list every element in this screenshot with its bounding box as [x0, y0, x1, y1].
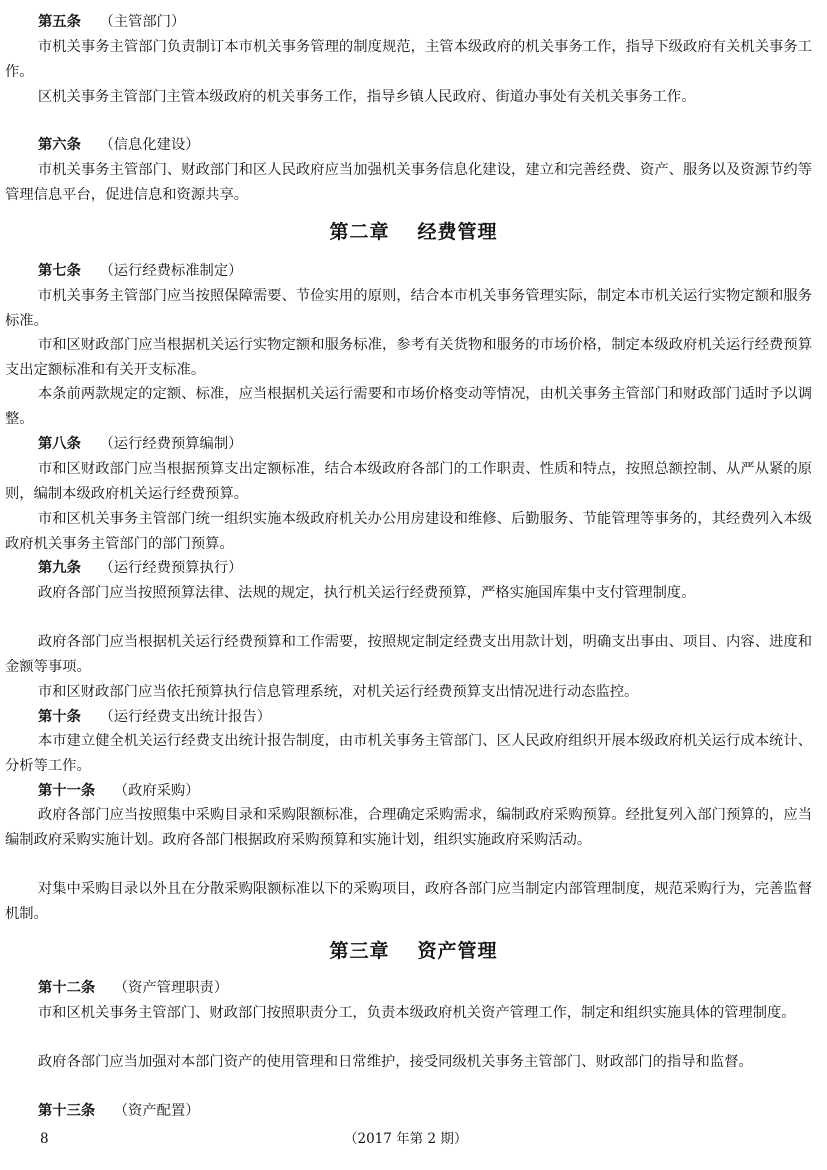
article-number: 第五条: [38, 14, 81, 30]
chapter-title: 资产管理: [417, 940, 498, 962]
body-paragraph: 政府各部门应当根据机关运行经费预算和工作需要，按照规定制定经费支出用款计划，明确支出事由、项目、内容、进度和金额等事项。: [5, 634, 812, 675]
article-title: （资产配置）: [113, 1103, 200, 1119]
article-heading: [5, 432, 827, 457]
body-paragraph: 市和区财政部门应当根据机关运行实物定额和服务标准，参考有关货物和服务的市场价格，制定本级政府机关运行经费预算支出定额标准和有关开支标准。: [5, 337, 812, 378]
article-title: （运行经费预算编制）: [99, 436, 243, 452]
article-heading: [5, 976, 827, 1001]
article-number: 第七条: [38, 263, 81, 279]
body-paragraph: 市和区机关事务主管部门、财政部门按照职责分工，负责本级政府机关资产管理工作，制定和组织实施具体的管理制度。: [37, 1005, 796, 1021]
body-paragraph: 本条前两款规定的定额、标准，应当根据机关运行需要和市场价格变动等情况，由机关事务主管部门和财政部门适时予以调整。: [5, 386, 812, 427]
body-paragraph: 政府各部门应当按照集中采购目录和采购限额标准，合理确定采购需求，编制政府采购预算。经批复列入部门预算的，应当编制政府采购实施计划。政府各部门根据政府采购预算和实施计划，组织实施政府采购活动。: [5, 807, 812, 848]
chapter-heading: [0, 218, 827, 246]
chapter-number: 第二章: [329, 221, 390, 243]
body-paragraph: 对集中采购目录以外且在分散采购限额标准以下的采购项目，政府各部门应当制定内部管理制度，规范采购行为，完善监督机制。: [5, 881, 812, 922]
article-heading: [5, 1099, 827, 1124]
article-number: 第十二条: [38, 980, 96, 996]
body-paragraph: 政府各部门应当加强对本部门资产的使用管理和日常维护，接受同级机关事务主管部门、财政部门的指导和监督。: [37, 1054, 753, 1070]
issue-label: （2017 年第 2 期）: [344, 1131, 468, 1147]
page-number: 8: [40, 1131, 49, 1147]
body-paragraph: 市机关事务主管部门应当按照保障需要、节俭实用的原则，结合本市机关事务管理实际，制定本市机关运行实物定额和服务标准。: [5, 288, 812, 329]
article-number: 第九条: [38, 560, 81, 576]
article-number: 第十一条: [38, 783, 96, 799]
body-paragraph: 本市建立健全机关运行经费支出统计报告制度，由市机关事务主管部门、区人民政府组织开展本级政府机关运行成本统计、分析等工作。: [5, 733, 812, 774]
body-paragraph: 区机关事务主管部门主管本级政府的机关事务工作，指导乡镇人民政府、街道办事处有关机关事务工作。: [37, 89, 696, 105]
body-paragraph: 市机关事务主管部门负责制订本市机关事务管理的制度规范，主管本级政府的机关事务工作，指导下级政府有关机关事务工作。: [5, 39, 812, 80]
article-title: （运行经费标准制定）: [99, 263, 243, 279]
body-paragraph: 市机关事务主管部门、财政部门和区人民政府应当加强机关事务信息化建设，建立和完善经费、资产、服务以及资源节约等管理信息平台，促进信息和资源共享。: [5, 162, 812, 203]
article-heading: [5, 705, 827, 730]
article-number: 第六条: [38, 137, 81, 153]
article-heading: [5, 10, 827, 35]
body-paragraph: 市和区财政部门应当依托预算执行信息管理系统，对机关运行经费预算支出情况进行动态监控。: [37, 684, 639, 700]
body-paragraph: 市和区机关事务主管部门统一组织实施本级政府机关办公用房建设和维修、后勤服务、节能管理等事务的，其经费列入本级政府机关事务主管部门的部门预算。: [5, 511, 812, 552]
chapter-number: 第三章: [329, 940, 390, 962]
chapter-title: 经费管理: [417, 221, 498, 243]
article-title: （运行经费支出统计报告）: [99, 709, 272, 725]
article-heading: [5, 779, 827, 804]
article-title: （信息化建设）: [99, 137, 200, 153]
article-title: （运行经费预算执行）: [99, 560, 243, 576]
article-number: 第十三条: [38, 1103, 96, 1119]
article-title: （主管部门）: [99, 14, 186, 30]
body-paragraph: 市和区财政部门应当根据预算支出定额标准，结合本级政府各部门的工作职责、性质和特点，按照总额控制、从严从紧的原则，编制本级政府机关运行经费预算。: [5, 461, 812, 502]
chapter-heading: [0, 937, 827, 965]
article-title: （政府采购）: [113, 783, 200, 799]
article-heading: [5, 556, 827, 581]
article-heading: [5, 259, 827, 284]
article-heading: [5, 133, 827, 158]
article-title: （资产管理职责）: [113, 980, 229, 996]
article-number: 第八条: [38, 436, 81, 452]
article-number: 第十条: [38, 709, 81, 725]
body-paragraph: 政府各部门应当按照预算法律、法规的规定，执行机关运行经费预算，严格实施国库集中支付管理制度。: [37, 585, 696, 601]
